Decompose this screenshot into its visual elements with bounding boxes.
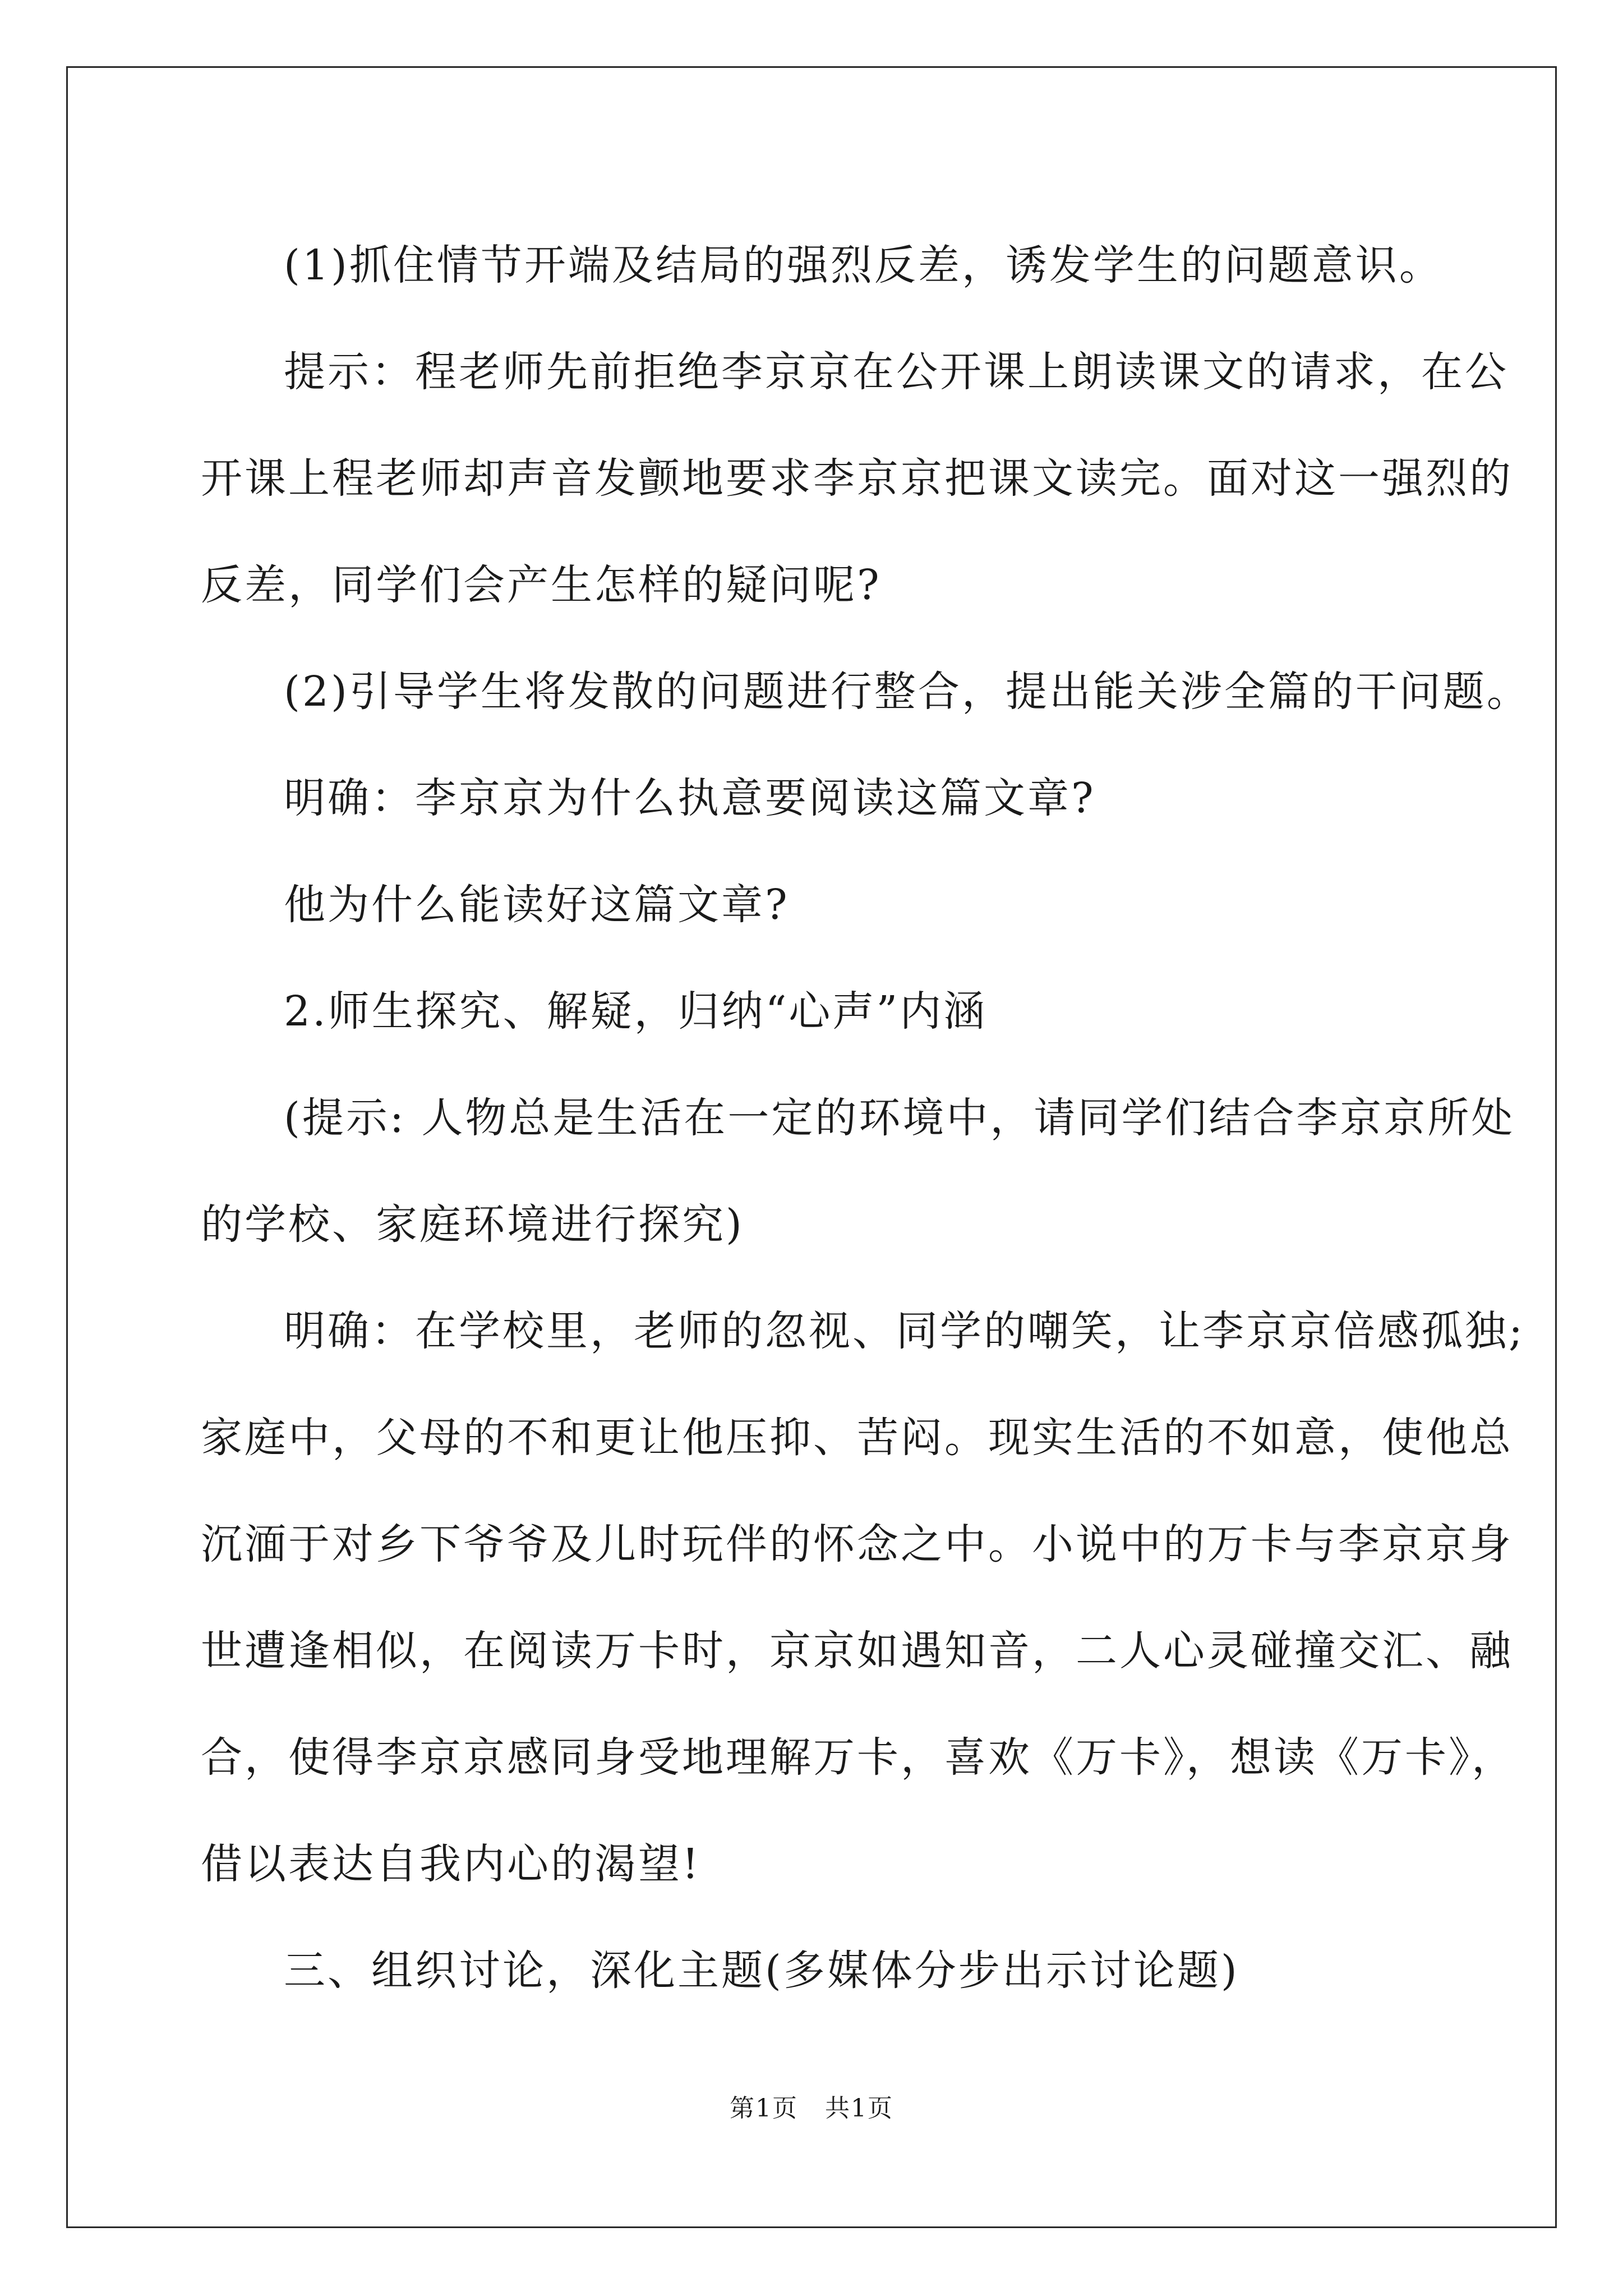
- paragraph-line: 明确：李京京为什么执意要阅读这篇文章?: [284, 774, 1096, 822]
- document-body: [201, 212, 1530, 2024]
- paragraph-line: 借以表达自我内心的渴望!: [201, 1840, 701, 1888]
- section-heading: 2.师生探究、解疑，归纳“心声”内涵: [284, 987, 988, 1036]
- paragraph-line: 明确：在学校里，老师的忽视、同学的嘲笑，让李京京倍感孤独;: [284, 1307, 1525, 1355]
- paragraph-line: (1)抓住情节开端及结局的强烈反差，诱发学生的问题意识。: [284, 241, 1443, 289]
- paragraph-line: 开课上程老师却声音发颤地要求李京京把课文读完。面对这一强烈的: [201, 454, 1513, 503]
- section-heading: 三、组织讨论，深化主题(多媒体分步出示讨论题): [284, 1947, 1239, 1995]
- paragraph-line: 提示：程老师先前拒绝李京京在公开课上朗读课文的请求，在公: [284, 348, 1509, 396]
- paragraph-line: 世遭逢相似，在阅读万卡时，京京如遇知音，二人心灵碰撞交汇、融: [201, 1627, 1513, 1675]
- paragraph-line: 他为什么能读好这篇文章?: [284, 881, 790, 929]
- paragraph-line: 家庭中，父母的不和更让他压抑、苦闷。现实生活的不如意，使他总: [201, 1414, 1513, 1462]
- paragraph-line: 沉湎于对乡下爷爷及儿时玩伴的怀念之中。小说中的万卡与李京京身: [201, 1520, 1513, 1568]
- paragraph-line: 的学校、家庭环境进行探究): [201, 1200, 744, 1249]
- paragraph-line: (2)引导学生将发散的问题进行整合，提出能关涉全篇的干问题。: [284, 668, 1530, 716]
- paragraph-line: 合，使得李京京感同身受地理解万卡，喜欢《万卡》，想读《万卡》，: [201, 1733, 1515, 1782]
- page-number-footer: 第1页 共1页: [730, 2094, 893, 2123]
- paragraph-line: (提示: 人物总是生活在一定的环境中，请同学们结合李京京所处: [284, 1094, 1515, 1142]
- paragraph-line: 反差，同学们会产生怎样的疑问呢?: [201, 561, 882, 609]
